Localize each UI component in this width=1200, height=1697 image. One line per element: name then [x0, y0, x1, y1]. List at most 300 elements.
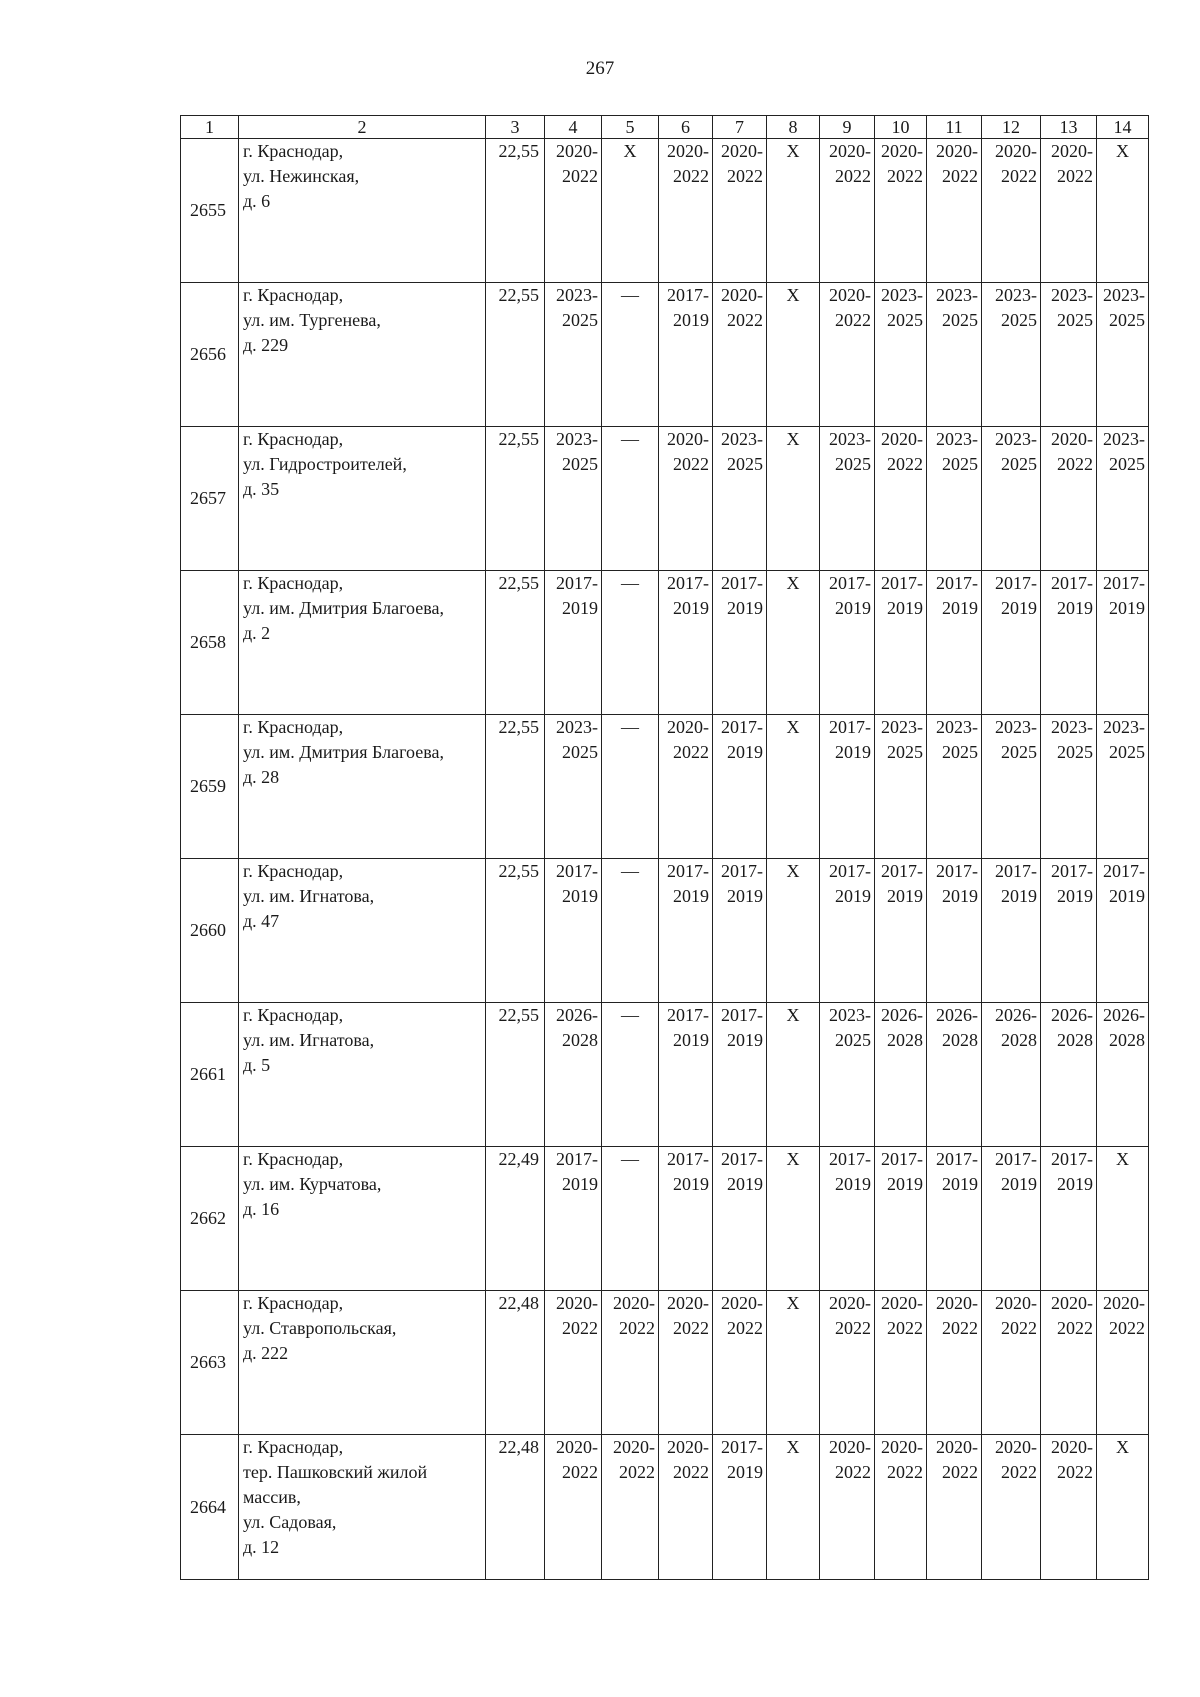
period-line: 2022 [673, 1462, 709, 1482]
period-line: 2025 [727, 454, 763, 474]
period-cell [602, 1435, 659, 1580]
period-cell [545, 571, 602, 715]
period-cell [875, 859, 927, 1003]
period-cell [659, 1147, 713, 1291]
period-cell [713, 1147, 767, 1291]
address-line: д. 5 [243, 1055, 271, 1075]
mark-cell: — [602, 427, 659, 571]
period-line: 2019 [562, 1174, 598, 1194]
period-cell [545, 715, 602, 859]
period-cell [1097, 571, 1149, 715]
period-cell [1097, 427, 1149, 571]
period-line: 2022 [562, 166, 598, 186]
area-value: 22,55 [486, 283, 545, 427]
period-line: 2025 [835, 454, 871, 474]
period-line: 2023- [936, 285, 978, 305]
period-line: 2019 [835, 598, 871, 618]
period-line: 2025 [1109, 454, 1145, 474]
mark-cell: X [767, 1435, 820, 1580]
address-cell [239, 1291, 486, 1435]
period-line: 2019 [673, 310, 709, 330]
address-line: г. Краснодар, [243, 1437, 344, 1457]
period-line: 2019 [835, 1174, 871, 1194]
period-cell [1097, 859, 1149, 1003]
period-line: 2017- [829, 717, 871, 737]
period-cell [659, 1003, 713, 1147]
period-line: 2020- [1051, 429, 1093, 449]
address-line: г. Краснодар, [243, 141, 344, 161]
period-line: 2017- [721, 573, 763, 593]
period-line: 2020- [556, 1293, 598, 1313]
period-line: 2023- [1103, 717, 1145, 737]
period-cell [820, 427, 875, 571]
period-line: 2028 [887, 1030, 923, 1050]
register-table [180, 115, 1149, 1580]
address-line: г. Краснодар, [243, 573, 344, 593]
address-line: д. 35 [243, 479, 280, 499]
period-cell [820, 139, 875, 283]
period-line: 2020- [613, 1293, 655, 1313]
period-line: 2022 [1057, 166, 1093, 186]
period-line: 2020- [667, 429, 709, 449]
period-line: 2022 [1001, 1462, 1037, 1482]
period-line: 2023- [881, 717, 923, 737]
period-line: 2020- [721, 1293, 763, 1313]
address-line: д. 229 [243, 335, 289, 355]
period-cell [982, 1435, 1041, 1580]
period-line: 2022 [1001, 1318, 1037, 1338]
period-cell [982, 139, 1041, 283]
period-cell [982, 1291, 1041, 1435]
period-line: 2017- [667, 1149, 709, 1169]
period-line: 2022 [727, 310, 763, 330]
period-line: 2025 [835, 1030, 871, 1050]
period-line: 2020- [881, 1437, 923, 1457]
period-line: 2028 [942, 1030, 978, 1050]
period-cell [875, 427, 927, 571]
period-cell [659, 427, 713, 571]
address-line: тер. Пашковский жилой [243, 1462, 428, 1482]
period-line: 2025 [1057, 742, 1093, 762]
period-cell [1041, 1147, 1097, 1291]
period-line: 2023- [829, 429, 871, 449]
period-cell [659, 571, 713, 715]
period-line: 2026- [881, 1005, 923, 1025]
period-line: 2017- [667, 573, 709, 593]
period-line: 2026- [1051, 1005, 1093, 1025]
address-line: ул. им. Дмитрия Благоева, [243, 742, 444, 762]
period-line: 2023- [1103, 429, 1145, 449]
area-value: 22,55 [486, 1003, 545, 1147]
period-line: 2019 [1057, 1174, 1093, 1194]
period-line: 2017- [721, 1149, 763, 1169]
period-cell [875, 139, 927, 283]
period-line: 2017- [936, 573, 978, 593]
period-line: 2019 [727, 1030, 763, 1050]
period-cell [1041, 139, 1097, 283]
period-line: 2020- [881, 141, 923, 161]
period-line: 2020- [667, 1293, 709, 1313]
table-row [181, 859, 1149, 1003]
column-number-2: 2 [239, 116, 486, 139]
period-cell [659, 715, 713, 859]
row-number: 2656 [181, 283, 239, 427]
period-line: 2019 [727, 886, 763, 906]
period-cell [1041, 859, 1097, 1003]
period-line: 2017- [1051, 861, 1093, 881]
row-number: 2663 [181, 1291, 239, 1435]
period-line: 2017- [829, 861, 871, 881]
address-line: г. Краснодар, [243, 1293, 344, 1313]
period-line: 2017- [667, 861, 709, 881]
address-cell [239, 427, 486, 571]
area-value: 22,55 [486, 427, 545, 571]
period-line: 2022 [887, 454, 923, 474]
period-cell [713, 1003, 767, 1147]
period-line: 2019 [727, 598, 763, 618]
period-line: 2020- [1051, 1437, 1093, 1457]
period-line: 2023- [721, 429, 763, 449]
period-line: 2025 [942, 310, 978, 330]
period-line: 2022 [887, 166, 923, 186]
period-line: 2022 [835, 310, 871, 330]
column-number-9: 9 [820, 116, 875, 139]
period-line: 2019 [727, 742, 763, 762]
period-line: 2023- [995, 717, 1037, 737]
period-cell [1041, 1435, 1097, 1580]
address-line: г. Краснодар, [243, 1005, 344, 1025]
period-cell [1097, 1291, 1149, 1435]
column-number-14: 14 [1097, 116, 1149, 139]
period-line: 2023- [881, 285, 923, 305]
period-line: 2022 [942, 1318, 978, 1338]
column-number-8: 8 [767, 116, 820, 139]
period-line: 2028 [562, 1030, 598, 1050]
column-number-1: 1 [181, 116, 239, 139]
mark-cell: X [767, 139, 820, 283]
period-cell [820, 1291, 875, 1435]
period-line: 2019 [1109, 598, 1145, 618]
period-cell [982, 571, 1041, 715]
period-line: 2023- [556, 285, 598, 305]
period-line: 2017- [721, 861, 763, 881]
row-number: 2659 [181, 715, 239, 859]
area-value: 22,48 [486, 1291, 545, 1435]
period-cell [545, 859, 602, 1003]
period-line: 2019 [1001, 886, 1037, 906]
period-cell [820, 859, 875, 1003]
period-cell [1041, 283, 1097, 427]
period-line: 2017- [995, 861, 1037, 881]
address-line: д. 16 [243, 1199, 280, 1219]
period-line: 2022 [727, 166, 763, 186]
period-line: 2019 [887, 1174, 923, 1194]
period-cell [820, 571, 875, 715]
period-line: 2026- [1103, 1005, 1145, 1025]
period-cell [659, 1435, 713, 1580]
period-line: 2020- [936, 141, 978, 161]
area-value: 22,55 [486, 859, 545, 1003]
period-cell [927, 139, 982, 283]
period-line: 2020- [829, 1437, 871, 1457]
column-number-6: 6 [659, 116, 713, 139]
area-value: 22,55 [486, 571, 545, 715]
row-number: 2661 [181, 1003, 239, 1147]
address-line: ул. им. Тургенева, [243, 310, 381, 330]
period-line: 2017- [1051, 1149, 1093, 1169]
period-line: 2020- [881, 1293, 923, 1313]
address-line: массив, [243, 1487, 301, 1507]
period-cell [545, 139, 602, 283]
mark-cell: X [767, 715, 820, 859]
period-line: 2023- [556, 717, 598, 737]
period-line: 2017- [1051, 573, 1093, 593]
address-cell [239, 571, 486, 715]
period-line: 2022 [942, 166, 978, 186]
period-line: 2019 [673, 1174, 709, 1194]
table-row [181, 283, 1149, 427]
period-line: 2025 [1057, 310, 1093, 330]
period-line: 2019 [1001, 1174, 1037, 1194]
period-cell [927, 1435, 982, 1580]
address-cell [239, 1003, 486, 1147]
area-value: 22,49 [486, 1147, 545, 1291]
page-number: 267 [585, 58, 615, 79]
period-cell [1041, 1003, 1097, 1147]
period-line: 2022 [673, 166, 709, 186]
address-line: д. 47 [243, 911, 280, 931]
period-cell [713, 1435, 767, 1580]
period-line: 2017- [881, 573, 923, 593]
address-cell [239, 859, 486, 1003]
period-cell [875, 1003, 927, 1147]
table-row [181, 1003, 1149, 1147]
mark-cell: X [1097, 139, 1149, 283]
period-line: 2019 [835, 742, 871, 762]
period-line: 2020- [995, 1437, 1037, 1457]
column-number-5: 5 [602, 116, 659, 139]
period-cell [1097, 715, 1149, 859]
period-cell [1041, 571, 1097, 715]
period-line: 2017- [721, 1005, 763, 1025]
period-cell [875, 571, 927, 715]
period-line: 2019 [942, 598, 978, 618]
address-line: г. Краснодар, [243, 861, 344, 881]
period-line: 2017- [1103, 861, 1145, 881]
row-number: 2657 [181, 427, 239, 571]
period-line: 2019 [562, 598, 598, 618]
period-line: 2025 [1109, 310, 1145, 330]
address-line: ул. им. Игнатова, [243, 886, 375, 906]
period-cell [659, 139, 713, 283]
period-line: 2020- [667, 1437, 709, 1457]
period-line: 2019 [1057, 886, 1093, 906]
period-line: 2017- [881, 861, 923, 881]
period-line: 2017- [556, 1149, 598, 1169]
area-value: 22,55 [486, 139, 545, 283]
period-line: 2020- [721, 285, 763, 305]
period-line: 2028 [1057, 1030, 1093, 1050]
table-header [181, 116, 1149, 139]
period-line: 2020- [995, 141, 1037, 161]
period-line: 2023- [1051, 285, 1093, 305]
period-cell [1041, 427, 1097, 571]
period-cell [713, 139, 767, 283]
column-number-row [181, 116, 1149, 139]
column-number-3: 3 [486, 116, 545, 139]
period-line: 2017- [936, 861, 978, 881]
period-cell [820, 1003, 875, 1147]
period-cell [545, 1147, 602, 1291]
period-line: 2022 [619, 1318, 655, 1338]
period-line: 2019 [1109, 886, 1145, 906]
period-line: 2017- [995, 1149, 1037, 1169]
period-line: 2022 [673, 742, 709, 762]
period-line: 2022 [942, 1462, 978, 1482]
period-line: 2019 [1057, 598, 1093, 618]
period-cell [875, 1147, 927, 1291]
period-cell [820, 1147, 875, 1291]
mark-cell: X [602, 139, 659, 283]
mark-cell: X [767, 1003, 820, 1147]
period-line: 2023- [556, 429, 598, 449]
period-line: 2017- [556, 573, 598, 593]
column-number-11: 11 [927, 116, 982, 139]
period-line: 2017- [721, 717, 763, 737]
column-number-4: 4 [545, 116, 602, 139]
mark-cell: — [602, 571, 659, 715]
period-line: 2019 [727, 1174, 763, 1194]
column-number-7: 7 [713, 116, 767, 139]
period-line: 2023- [936, 429, 978, 449]
period-cell [982, 1003, 1041, 1147]
period-cell [875, 1435, 927, 1580]
table-body [181, 139, 1149, 1580]
period-cell [659, 859, 713, 1003]
address-line: г. Краснодар, [243, 717, 344, 737]
period-cell [927, 859, 982, 1003]
period-line: 2017- [829, 1149, 871, 1169]
period-line: 2028 [1109, 1030, 1145, 1050]
period-cell [927, 715, 982, 859]
period-line: 2025 [887, 742, 923, 762]
address-line: г. Краснодар, [243, 285, 344, 305]
period-cell [1041, 715, 1097, 859]
row-number: 2655 [181, 139, 239, 283]
period-cell [1041, 1291, 1097, 1435]
period-cell [713, 571, 767, 715]
address-line: ул. Гидростроителей, [243, 454, 407, 474]
period-cell [875, 1291, 927, 1435]
period-line: 2020- [829, 1293, 871, 1313]
period-line: 2022 [673, 1318, 709, 1338]
period-line: 2026- [556, 1005, 598, 1025]
period-cell [982, 283, 1041, 427]
period-cell [820, 283, 875, 427]
period-line: 2025 [562, 454, 598, 474]
row-number: 2660 [181, 859, 239, 1003]
address-line: ул. им. Игнатова, [243, 1030, 375, 1050]
period-line: 2022 [887, 1318, 923, 1338]
row-number: 2658 [181, 571, 239, 715]
period-cell [927, 1003, 982, 1147]
period-line: 2025 [887, 310, 923, 330]
period-cell [713, 283, 767, 427]
period-line: 2019 [942, 886, 978, 906]
period-line: 2019 [673, 598, 709, 618]
period-line: 2019 [835, 886, 871, 906]
period-line: 2022 [562, 1318, 598, 1338]
period-line: 2022 [727, 1318, 763, 1338]
period-line: 2025 [562, 742, 598, 762]
period-cell [982, 1147, 1041, 1291]
period-line: 2023- [995, 285, 1037, 305]
row-number: 2664 [181, 1435, 239, 1580]
period-line: 2025 [1001, 310, 1037, 330]
period-line: 2017- [829, 573, 871, 593]
period-line: 2022 [835, 166, 871, 186]
period-line: 2019 [727, 1462, 763, 1482]
period-line: 2020- [995, 1293, 1037, 1313]
mark-cell: X [767, 859, 820, 1003]
period-cell [982, 427, 1041, 571]
period-cell [820, 715, 875, 859]
period-line: 2025 [562, 310, 598, 330]
period-line: 2020- [1051, 141, 1093, 161]
period-line: 2025 [1109, 742, 1145, 762]
period-line: 2020- [1051, 1293, 1093, 1313]
period-cell [713, 1291, 767, 1435]
period-line: 2023- [829, 1005, 871, 1025]
address-line: д. 6 [243, 191, 271, 211]
period-line: 2017- [721, 1437, 763, 1457]
area-value: 22,55 [486, 715, 545, 859]
period-line: 2022 [1057, 1462, 1093, 1482]
table-row [181, 427, 1149, 571]
period-cell [713, 859, 767, 1003]
period-line: 2020- [881, 429, 923, 449]
mark-cell: X [767, 283, 820, 427]
period-cell [602, 1291, 659, 1435]
period-line: 2020- [829, 285, 871, 305]
period-cell [1097, 283, 1149, 427]
table-row [181, 1147, 1149, 1291]
mark-cell: X [767, 427, 820, 571]
table-row [181, 139, 1149, 283]
period-line: 2019 [673, 1030, 709, 1050]
address-cell [239, 1147, 486, 1291]
address-line: д. 2 [243, 623, 271, 643]
address-cell [239, 715, 486, 859]
period-line: 2017- [995, 573, 1037, 593]
period-line: 2022 [1109, 1318, 1145, 1338]
period-line: 2022 [673, 454, 709, 474]
period-cell [820, 1435, 875, 1580]
mark-cell: X [1097, 1147, 1149, 1291]
period-cell [875, 715, 927, 859]
period-line: 2020- [936, 1293, 978, 1313]
period-line: 2019 [562, 886, 598, 906]
mark-cell: — [602, 1003, 659, 1147]
period-line: 2023- [995, 429, 1037, 449]
address-line: д. 222 [243, 1343, 289, 1363]
period-cell [659, 1291, 713, 1435]
period-cell [927, 1291, 982, 1435]
period-line: 2017- [667, 1005, 709, 1025]
period-cell [545, 283, 602, 427]
period-cell [927, 1147, 982, 1291]
period-line: 2023- [936, 717, 978, 737]
